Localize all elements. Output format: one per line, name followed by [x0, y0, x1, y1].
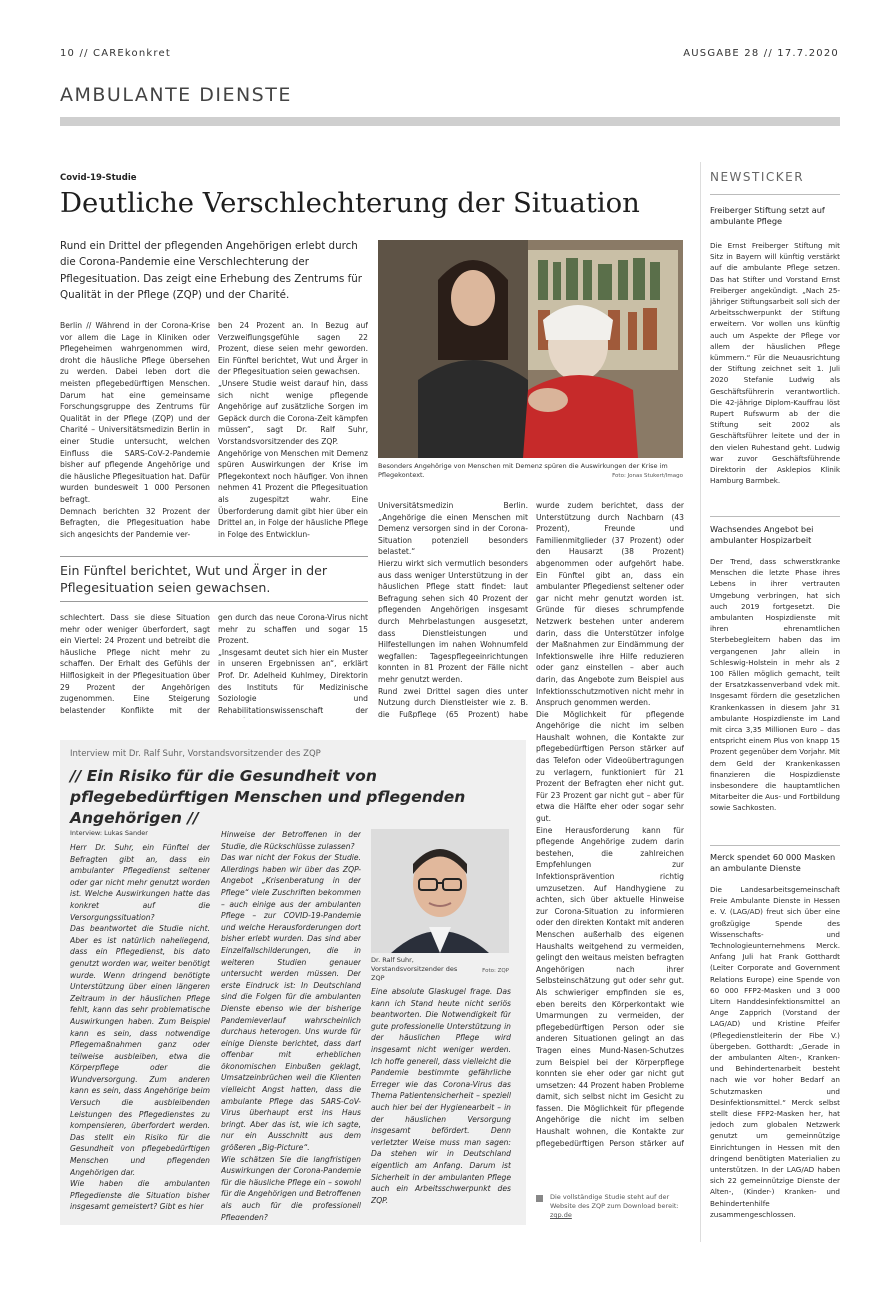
article-column-2: ben 24 Prozent an. In Bezug auf Verzweiflungsgefühle sagen 22 Prozent, diese seien mehr geworden. Ein Fünftel berichtet, Wut und Ärger in der Pflegesituation seien gewachsen. „Unsere Studie weist darauf hin, dass sich nicht wenige pflegende Angehörige auf zusätzliche Sorgen im Gepäck durch die Corona-Zeit kämpfen müssen“, sagt Dr. Ralf Suhr, Vorstandsvorsitzender des ZQP. Angehörige von Menschen mit Demenz spüren Auswirkungen der Krise im Pflegekontext noch häufiger. Von ihnen nehmen 41 Prozent die Pflegesituation als zugespitzt wahr. Eine Überforderung damit gibt hier über ein Drittel an, in Folge der häusliche Pflege in Folge des Entwicklun- [218, 321, 368, 538]
interview-kicker: Interview mit Dr. Ralf Suhr, Vorstandsvorsitzender des ZQP [70, 749, 321, 759]
interview-photo-caption: Dr. Ralf Suhr, Vorstandsvorsitzender des ZQP [371, 956, 458, 982]
interview-column-1: Herr Dr. Suhr, ein Fünftel der Befragten gibt an, dass ein ambulanter Pflegedienst seltener oder gar nicht mehr genutzt worden ist. Welche Auswirkungen hatte das konkret auf die Versorgungssituation? Das beantwortet die Studie nicht. Aber es ist natürlich naheliegend, dass ein Pflegedienst, bis dato genutzt worden war, weiter benötigt wurde. Wenn dringend benötigte Unterstützung über einen längeren Zeitraum in der häuslichen Pflege fehlt, kann das sehr problematische Auswirkungen haben. Zum Beispiel kann es sein, dass notwendige Pflegemaßnahmen ganz oder teilweise ausbleiben, etwa die Körperpflege oder die Wundversorgung. Zum anderen kann es sein, dass Angehörige beim Versuch die ausbleibenden Leistungen des Pflegedienstes zu kompensieren, überfordert werden. Das stellt ein Risiko für die Gesundheit von pflegebedürftigen Menschen und pflegenden Angehörigen dar. Wie haben die ambulanten Pflegedienste die Situation bisher insgesamt gemeistert? Gibt es hier [70, 843, 210, 1212]
section-title: AMBULANTE DIENSTE [60, 84, 292, 106]
elderly-care-photo [378, 240, 683, 458]
article-subhead: Ein Fünftel berichtet, Wut und Ärger in der Pflegesituation seien gewachsen. [60, 563, 328, 595]
man-portrait-photo [371, 829, 509, 953]
interview-portrait [371, 829, 509, 953]
interview-photo-credit: Foto: ZQP [482, 968, 509, 974]
study-note-text: Die vollständige Studie steht auf der Website des ZQP zum Download bereit: [550, 1193, 679, 1210]
article-photo-caption: Besonders Angehörige von Menschen mit Demenz spüren die Auswirkungen der Krise im Pflegekontext. [378, 462, 668, 479]
sidebar-title: NEWSTICKER [710, 170, 805, 184]
sidebar-item-3-head: Merck spendet 60 000 Masken an ambulante Dienste [710, 852, 836, 873]
sidebar-item-2-body: Der Trend, dass schwerstkranke Menschen die letzte Phase ihres Lebens in ihrer vertrauten Umgebung verbringen, hat sich auch 2019 fortgesetzt. Die ambulanten Hospizdienste mit ihren ehrenamtlichen Sterbebegleitern haben das im vergangenen Jahr allein in Schleswig-Holstein in mehr als 2 100 Fällen möglich gemacht, teilt der Ersatzkassenverband vdek mit. Insgesamt fördern die gesetzlichen Krankenkassen in diesem Jahr 31 ambulante Hospizdienste im Land mit circa 3,35 Millionen Euro – das entspricht einem Plus von knapp 15 Prozent gegenüber dem Vorjahr. Mit dem Geld der Krankenkassen finanzieren die Hospizdienste insbesondere die hauptamtlichen Mitarbeiter die Aus- und Fortbildung sowie Sachkosten. [710, 557, 840, 813]
article-column-4: wurde zudem berichtet, dass der Unterstützung durch Nachbarn (43 Prozent), Freunde und Familienmitglieder (37 Prozent) oder den Hausarzt (38 Prozent) abgenommen oder aufgehört habe. Ein Fünftel gibt an, dass ein ambulanter Pflegedienst seltener oder gar nicht mehr genutzt worden ist. Gründe für dieses schrumpfende Netzwerk bestehen unter anderem darin, dass die Unterstützer infolge der Maßnahmen zur Eindämmung der Infektionswelle ihre Hilfe reduzieren oder ganz einstellen – aber auch darin, das Angebote zum Beispiel aus Infektionsschutzmotiven nicht mehr in Anspruch genommen werden. Die Möglichkeit für pflegende Angehörige die nicht im selben Haushalt wohnen, die Kontakte zur pflegebedürftigen Person stärker auf das Telefon oder Videoübertragungen zu verlagern, funktioniert für 21 Prozent der Befragten eher nicht gut. Für 23 Prozent gar nicht gut – aber für etwa die Hälfte eher oder sogar sehr gut. Eine Herausforderung kann für pflegende Angehörige zudem darin bestehen, die zahlreichen Empfehlungen zur Infektionsprävention richtig umzusetzen. Auf Handhygiene zu achten, sich über aktuelle Hinweise zur Corona-Situation zu informieren oder den direkten Kontakt mit anderen Menschen außerhalb des eigenen Haushalts weitgehend zu vermeiden, gelingt den weitaus meisten befragten Angehörigen nach ihrer Selbsteinschätzung gut oder sehr gut. Als schwieriger empfinden sie es, eben bereits den Körperkontakt wie Umarmungen zu vermeiden, der pflegebedürftigen Person oder sie anderen Situationen gelingt an das Tragen eines Mund-Nasen-Schutzes zum Beispiel bei der Körperpflege konnten sie eher oder gar nicht gut umsetzen: 44 Prozent haben Probleme damit, sich selbst nicht im Gesicht zu fassen. Die Möglichkeit für pflegende Angehörige die nicht im selben Haushalt wohnen, die Kontakte zur pflegebedürftigen Person stärker auf [536, 501, 684, 1148]
issue-date: AUSGABE 28 // 17.7.2020 [683, 48, 839, 59]
interview-column-2: Hinweise der Betroffenen in der Studie, die Rückschlüsse zulassen? Das war nicht der Fokus der Studie. Allerdings haben wir über das ZQP-Angebot „Krisenberatung in der Pflege“ viele Zuschriften bekommen – auch einige aus der ambulanten Pflege – zur COVID-19-Pandemie und welche Herausforderungen dort bisher erlebt wurden. Das sind aber Einzelfallschilderungen, die in weiteren Studien genauer untersucht werden müssen. Der erste Eindruck ist: In Deutschland sind die Folgen für die ambulanten Dienste ebenso wie der bisherige Pandemieverlauf wahrscheinlich durchaus heterogen. Uns wurde für einige Dienste berichtet, dass darf offenbar mit erheblichen ökonomischen Einbußen geklagt, Umsatzeinbrüchen weil die Klienten vielleicht Angst hatten, dass die ambulante Pflege das SARS-CoV-Virus überhaupt erst ins Haus bringt. Aber das ist, wie ich sagte, nur ein Ausschnitt aus dem größeren „Big-Picture“. Wie schätzen Sie die langfristigen Auswirkungen der Corona-Pandemie für die häusliche Pflege ein – sowohl für die Angehörigen und Betroffenen als auch für die professionell Pflegenden? [221, 830, 361, 1220]
note-square-icon [536, 1195, 543, 1202]
article-column-1: Berlin // Während in der Corona-Krise vor allem die Lage in Kliniken oder Pflegeheimen wahrgenommen wird, droht die häusliche Pflege übersehen zu werden. Dabei leben dort die meisten pflegebedürftigen Menschen. Darum hat eine gemeinsame Forschungsgruppe des Zentrums für Qualität in der Pflege (ZQP) und der Charité – Universitätsmedizin Berlin in einer Studie untersucht, welchen Einfluss die SARS-CoV-2-Pandemie bisher auf pflegende Angehörige und die häusliche Pflegesituation hat. Dafür wurden bundesweit 1 000 Personen befragt. Demnach berichten 32 Prozent der Befragten, die Pflegesituation habe sich angesichts der Pandemie ver- [60, 321, 210, 538]
article-column-1b: schlechtert. Dass sie diese Situation mehr oder weniger überfordert, sagt ein Viertel: 24 Prozent und betreibt die häusliche Pflege nicht mehr zu schaffen. Der Erhalt des Gefühls der Hilflosigkeit in der Pflegesituation über 29 Prozent der Angehörigen zugenommen. Eine Steigerung belastender Konflikte mit der [60, 613, 210, 715]
article-headline: Deutliche Verschlechterung der Situation [60, 187, 640, 219]
interview-column-3: Eine absolute Glaskugel frage. Das kann ich Stand heute nicht seriös beantworten. Die Notwendigkeit für gute professionelle Unterstützung in der häuslichen Pflege wird insgesamt nicht weniger werden. Ich hoffe generell, dass vielleicht die Pandemie bestimmte gefährliche Erreger wie das Corona-Virus das Thema Patientensicherheit – speziell auch hier bei der Hygienearbeit – in der häuslichen Versorgung insgesamt befördert. Denn verletzter Weise muss man sagen: Da stehen wir in Deutschland eigentlich am Anfang. Darum ist Sicherheit in der ambulanten Pflege auch ein Arbeitsschwerpunkt des ZQP. [371, 987, 511, 1205]
article-kicker: Covid-19-Studie [60, 173, 137, 183]
sidebar-item-1-body: Die Ernst Freiberger Stiftung mit Sitz in Bayern will künftig verstärkt auf die ambulante Pflege setzen. Das hat Stifter und Vorstand Ernst Freiberger angekündigt. „Nach 25-jähriger Stiftungsarbeit soll sich der Arbeitsschwerpunkt der Stiftung erweitern. Vor wollen uns künftig auch um Aspekte der Pflege vor allem der häuslichen Pflege kümmern.“ Für die Neuausrichtung der Stiftung zeichnet seit 1. Juli 2020 Stefanie Ludwig als Geschäftsführerin verantwortlich. Die 42-jährige Diplom-Kauffrau löst Rupert Rufswurm ab der die Stiftung seit 2002 als Geschäftsführer leitete und der in den vielen Ruhestand geht. Ludwig war zuvor Geschäftsführende Direktorin der Asklepios Klinik Hamburg Barmbek. [710, 241, 840, 486]
interviewer-credit: Interview: Lukas Sander [70, 829, 148, 837]
sidebar-item-3-body: Die Landesarbeitsgemeinschaft Freie Ambulante Dienste in Hessen e. V. (LAG/AD) freut sich über eine großzügige Spende des Wissenschafts- und Technologieunternehmens Merck. Anfang Juli hat Frank Gotthardt (Leiter Corporate and Government Relations Europe) eine Spende von 60 000 FFP2-Masken und 3 000 Litern Handdesinfektionsmittel an Ange Zapprich (Vorstand der LAG/AD) und Kristine Pfeifer (Pflegedienstleiterin der Fibe V.) übergeben. Gotthardt: „Gerade in der ambulanten Alten-, Kranken- und Behindertenarbeit besteht nach wie vor hoher Bedarf an Schutzmasken und Desinfektionsmittel.“ Merck selbst stellt diese FFP2-Masken her, hat jedoch zum globalen Netzwerk genutzt um gemeinnützige Einrichtungen in Hessen mit den dringend benötigten Materialien zu unterstützen. In der LAG/AD haben sich 22 gemeinnützige Dienste der Alten-, (Kinder-) Kranken- und Behindertenhilfe zusammengeschlossen. [710, 885, 840, 1219]
sidebar-item-divider-2 [710, 845, 840, 846]
sidebar-divider [700, 162, 701, 1242]
sidebar-item-1-head: Freiberger Stiftung setzt auf ambulante Pflege [710, 205, 825, 226]
subhead-rule-bottom [60, 601, 368, 602]
sidebar-item-divider-1 [710, 516, 840, 517]
page-number-brand: 10 // CAREkonkret [60, 48, 171, 59]
article-photo [378, 240, 683, 458]
article-column-3: Universitätsmedizin Berlin. „Angehörige die einen Menschen mit Demenz versorgen sind in der Corona-Situation potenziell besonders belastet.“ Hierzu wirkt sich vermutlich besonders aus dass weniger Unterstützung in der häuslichen Pflege statt findet: laut Befragung sehen sich 40 Prozent der pflegenden Angehörigen insgesamt durch Mehrbelastungen ausgesetzt, dass Dienstleistungen und Hilfestellungen im nahen Wohnumfeld wegfallen: Tagespflegeeinrichtungen konnten in 81 Prozent der Fälle nicht mehr genutzt werden. Rund zwei Drittel sagen dies unter Nutzung durch Dienstleister wie z. B. die Fußpflege (65 Prozent) habe [378, 501, 528, 718]
study-link[interactable]: zqp.de [550, 1211, 572, 1219]
study-note [550, 1193, 682, 1220]
interview-title: // Ein Risiko für die Gesundheit von pflegebedürftigen Menschen und pflegenden Angehörigen // [70, 767, 466, 827]
article-lead: Rund ein Drittel der pflegenden Angehörigen erlebt durch die Corona-Pandemie eine Verschlechterung der Pflegesituation. Das zeigt eine Erhebung des Zentrums für Qualität in der Pflege (ZQP) und der Charité. [60, 240, 363, 301]
article-column-2b: gen durch das neue Corona-Virus nicht mehr zu schaffen und sogar 15 Prozent. „Insgesamt deutet sich hier ein Muster in unseren Ergebnissen an“, erklärt Prof. Dr. Adelheid Kuhlmey, Direktorin des Instituts für Medizinische Soziologie und Rehabilitationswissenschaft der [218, 613, 368, 715]
sidebar-rule [710, 194, 840, 195]
sidebar-item-2-head: Wachsendes Angebot bei ambulanter Hospizarbeit [710, 524, 814, 545]
article-photo-credit: Foto: Jonas Stukert/Imago [612, 473, 683, 479]
section-rule [60, 117, 840, 126]
subhead-rule-top [60, 556, 368, 557]
